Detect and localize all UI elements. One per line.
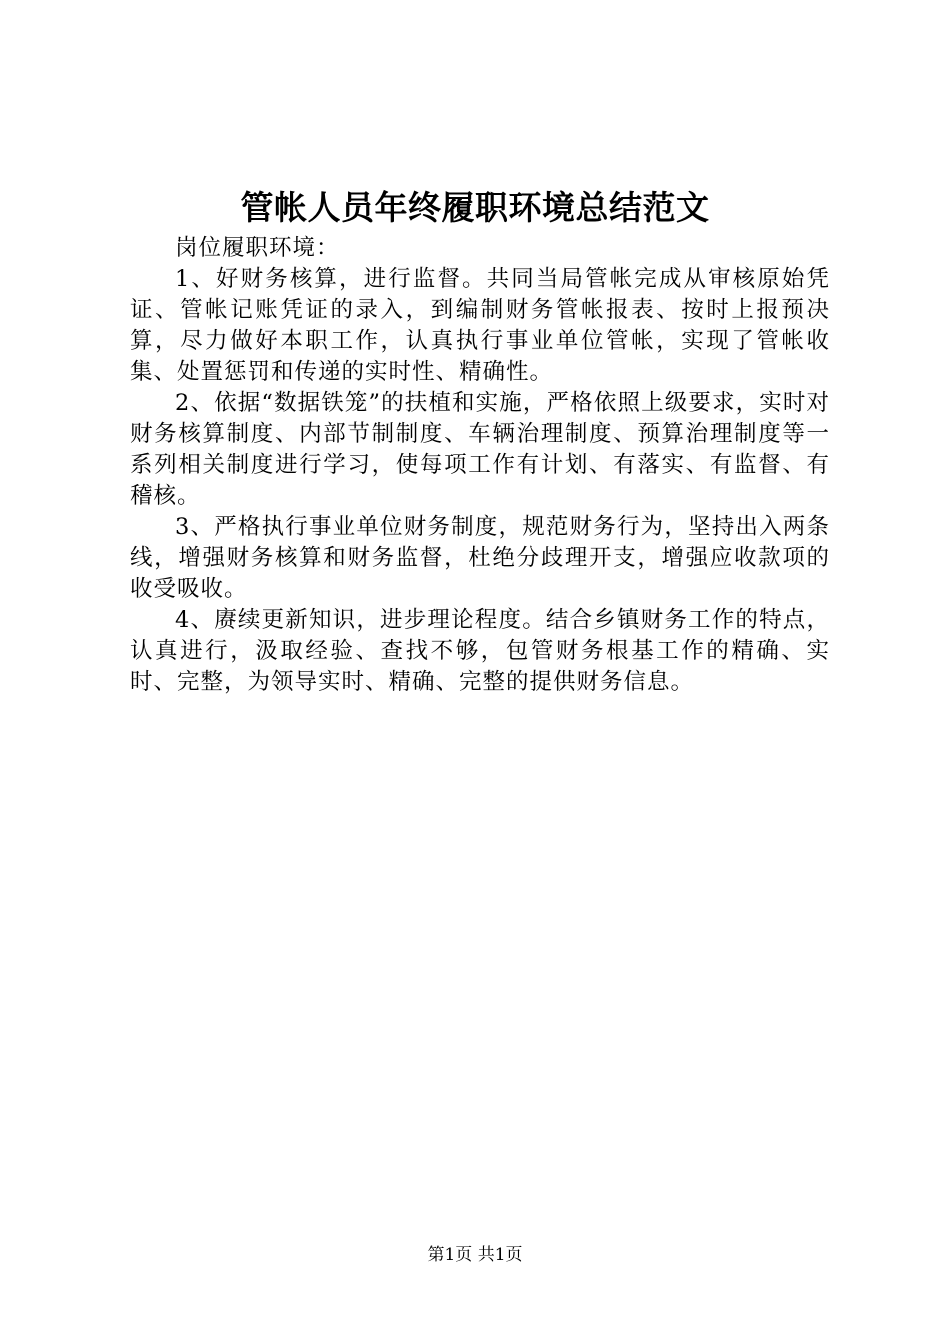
- paragraph-item-2: 2、依据“数据铁笼”的扶植和实施，严格依照上级要求，实时对财务核算制度、内部节制制度、车辆治理制度、预算治理制度等一系列相关制度进行学习，使每项工作有计划、有落实、有监督、有稽核。: [130, 390, 830, 509]
- document-title: 管帐人员年终履职环境总结范文: [240, 188, 710, 227]
- paragraph-item-1: 1、好财务核算，进行监督。共同当局管帐完成从审核原始凭证、管帐记账凭证的录入，到编制财务管帐报表、按时上报预决算，尽力做好本职工作，认真执行事业单位管帐，实现了管帐收集、处置惩罚和传递的实时性、精确性。: [130, 266, 830, 385]
- page-footer: 第1页 共1页: [427, 1245, 523, 1265]
- paragraph-heading: 岗位履职环境：: [175, 235, 340, 261]
- paragraph-item-3: 3、严格执行事业单位财务制度，规范财务行为，坚持出入两条线，增强财务核算和财务监督，杜绝分歧理开支，增强应收款项的收受吸收。: [130, 514, 830, 602]
- paragraph-item-4: 4、赓续更新知识，进步理论程度。结合乡镇财务工作的特点，认真进行，汲取经验、查找不够，包管财务根基工作的精确、实时、完整，为领导实时、精确、完整的提供财务信息。: [130, 607, 830, 695]
- document-body: [130, 233, 830, 698]
